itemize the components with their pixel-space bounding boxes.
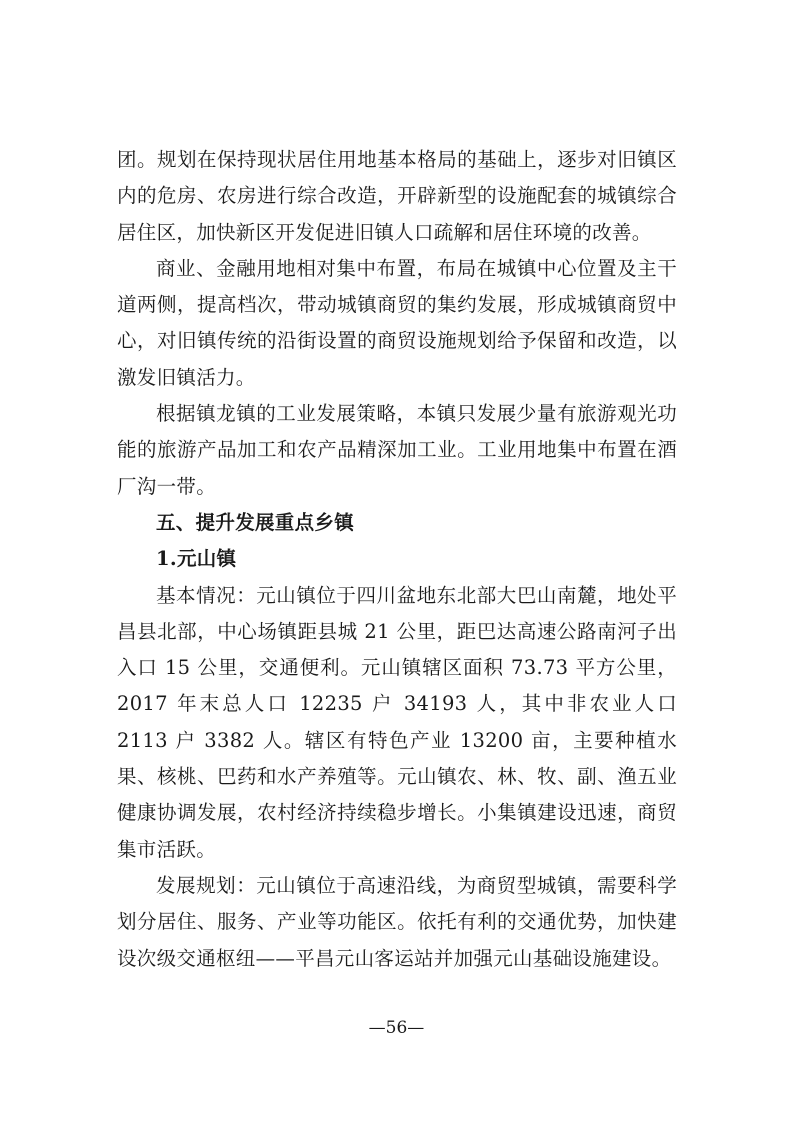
- page-number: —56—: [368, 1018, 425, 1038]
- paragraph-development-plan: 发展规划：元山镇位于高速沿线，为商贸型城镇，需要科学划分居住、服务、产业等功能区。依托有利的交通优势，加快建设次级交通枢纽——平昌元山客运站并加强元山基础设施建设。: [117, 873, 677, 970]
- section-heading: 五、提升发展重点乡镇: [156, 510, 355, 534]
- subsection-heading: 1.元山镇: [156, 547, 237, 571]
- body-text: [117, 142, 677, 977]
- paragraph-commercial-land: 商业、金融用地相对集中布置，布局在城镇中心位置及主干道两侧，提高档次，带动城镇商贸的集约发展，形成城镇商贸中心，对旧镇传统的沿街设置的商贸设施规划给予保留和改造，以激发旧镇活力。: [117, 256, 677, 389]
- paragraph-industrial-land: 根据镇龙镇的工业发展策略，本镇只发展少量有旅游观光功能的旅游产品加工和农产品精深加工业。工业用地集中布置在酒厂沟一带。: [117, 402, 677, 498]
- paragraph-residential-continuation: 团。规划在保持现状居住用地基本格局的基础上，逐步对旧镇区内的危房、农房进行综合改造，开辟新型的设施配套的城镇综合居住区，加快新区开发促进旧镇人口疏解和居住环境的改善。: [117, 148, 677, 244]
- paragraph-basic-info: 基本情况：元山镇位于四川盆地东北部大巴山南麓，地处平昌县北部，中心场镇距县城 21 公里，距巴达高速公路南河子出入口 15 公里，交通便利。元山镇辖区面积 73.73 平方公里， 2017 年末总人口 12235 户 34193 人，其中非农业人口 2113 户 3382 人。辖区有特色产业 13200 亩，主要种植水果、核桃、巴药和水产养殖等。元山镇农、林、牧、副、渔五业健康协调发展，农村经济持续稳步增长。小集镇建设迅速，商贸集市活跃。: [117, 583, 677, 861]
